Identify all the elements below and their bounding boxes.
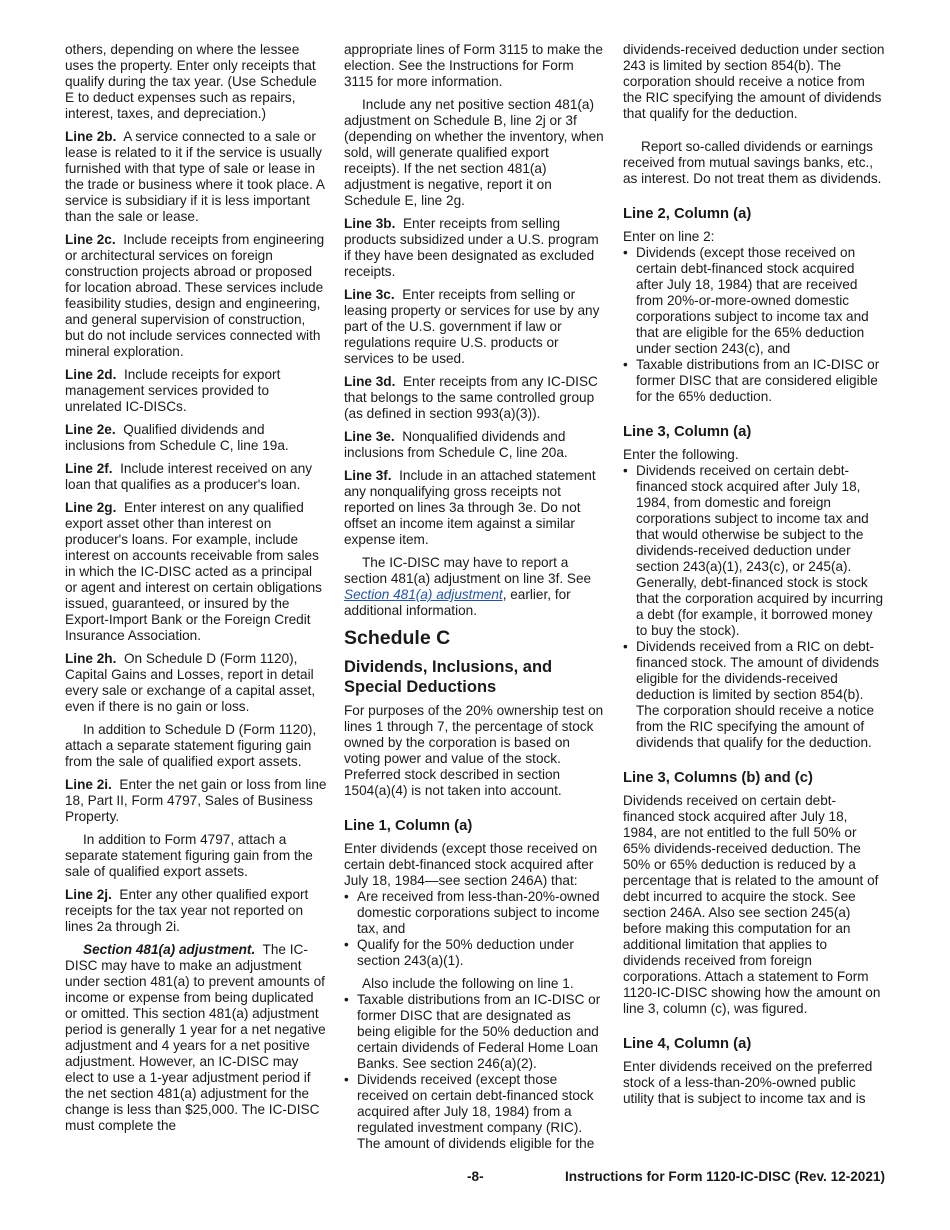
schedule-c-subtitle: Dividends, Inclusions, and Special Deductions xyxy=(344,658,553,696)
bullet-icon: • xyxy=(623,245,628,260)
paragraph: dividends-received deduction under section 243 is limited by section 854(b). The corporation should receive a notice from the RIC specifying the amount of dividends that qualify for the deduction. xyxy=(623,42,885,121)
paragraph: Enter dividends received on the preferred stock of a less-than-20%-owned public utility that is subject to income tax and is xyxy=(623,1059,873,1106)
form-title: Instructions for Form 1120-IC-DISC (Rev. 12-2021) xyxy=(564,1169,885,1184)
line-text: Enter interest on any qualified export asset other than interest on producer's loans. For example, include interest on accounts receivable from sales in which the IC-DISC acted as a principal or agent and interest on certain obligations issued, guaranteed, or insured by the Export-Import Bank or the Foreign Credit Insurance Association. xyxy=(65,500,322,643)
paragraph: others, depending on where the lessee uses the property. Enter only receipts that qualify during the tax year. (Use Schedule E to deduct expenses such as repairs, interest, taxes, and depreciation.) xyxy=(65,42,317,121)
line-label: Line 2f. xyxy=(65,461,113,476)
bullet-text: Taxable distributions from an IC-DISC or former DISC that are considered eligible for the 65% deduction. xyxy=(636,357,880,404)
bullet-item xyxy=(623,245,885,357)
bullet-item xyxy=(344,889,606,937)
column-2 xyxy=(344,42,606,1152)
bullet-item xyxy=(623,639,885,751)
line-label: Line 2e. xyxy=(65,422,116,437)
line-2i xyxy=(65,777,327,825)
line-label: Section 481(a) adjustment. xyxy=(83,942,256,957)
line-2g xyxy=(65,500,327,644)
column-3 xyxy=(623,42,885,1114)
line-2-heading: Line 2, Column (a) xyxy=(623,206,752,222)
line-1-heading: Line 1, Column (a) xyxy=(344,818,473,834)
line-2d xyxy=(65,367,327,415)
bullet-item xyxy=(344,937,606,969)
paragraph: In addition to Form 4797, attach a separate statement figuring gain from the sale of qualified export assets. xyxy=(65,832,313,879)
section-481a-link[interactable]: Section 481(a) adjustment xyxy=(344,587,503,602)
line-text: On Schedule D (Form 1120), Capital Gains and Losses, report in detail every sale or exchange of a capital asset, even if there is no gain or loss. xyxy=(65,651,316,714)
line-3b xyxy=(344,216,606,280)
paragraph: In addition to Schedule D (Form 1120), attach a separate statement figuring gain from the sale of qualified export assets. xyxy=(65,722,317,769)
line-label: Line 2i. xyxy=(65,777,112,792)
line-label: Line 2h. xyxy=(65,651,117,666)
section-481a-adjustment xyxy=(65,942,327,1134)
line-text: The IC-DISC may have to make an adjustment under section 481(a) to prevent amounts of income or expense from being duplicated or omitted. This section 481(a) adjustment period is generally 1 year for a net negative adjustment and 4 years for a net positive adjustment. However, an IC-DISC may elect to use a 1-year adjustment period if the net section 481(a) adjustment for the change is less than $25,000. The IC-DISC must complete the xyxy=(65,942,326,1133)
line-text: Qualified dividends and inclusions from Schedule C, line 19a. xyxy=(65,422,289,453)
line-3e xyxy=(344,429,606,461)
paragraph: appropriate lines of Form 3115 to make the election. See the Instructions for Form 3115 for more information. xyxy=(344,42,603,89)
line-3-heading: Line 3, Column (a) xyxy=(623,424,752,440)
text: , earlier, for additional information. xyxy=(344,587,571,618)
line-label: Line 3d. xyxy=(344,374,396,389)
line-label: Line 2j. xyxy=(65,887,112,902)
page-number: -8- xyxy=(467,1169,484,1184)
bullet-text: Dividends received on certain debt-financed stock acquired after July 18, 1984, from domestic and foreign corporations subject to income tax and that would otherwise be subject to the dividends-received deduction under section 243(a)(1), 243(c), or 245(a). Generally, debt-financed stock is stock that the corporation acquired by incurring a debt (for example, it borrowed money to buy the stock). xyxy=(636,463,884,638)
line-2c xyxy=(65,232,327,360)
line-label: Line 3c. xyxy=(344,287,395,302)
bullet-item xyxy=(344,992,606,1072)
line-4-heading: Line 4, Column (a) xyxy=(623,1036,752,1052)
bullet-text: Taxable distributions from an IC-DISC or former DISC that are designated as being eligible for the 50% deduction and certain dividends of Federal Home Loan Banks. See section 246(a)(2). xyxy=(357,992,601,1071)
paragraph: For purposes of the 20% ownership test on lines 1 through 7, the percentage of stock owned by the corporation is based on voting power and value of the stock. Preferred stock described in section 1504(a)(4) is not taken into account. xyxy=(344,703,604,798)
paragraph: Dividends received on certain debt-financed stock acquired after July 18, 1984, are not entitled to the full 50% or 65% dividends-received deduction. The 50% or 65% deduction is reduced by a percentage that is related to the amount of debt incurred to acquire the stock. See section 246A. Also see section 245(a) before making this computation for an additional limitation that applies to dividends received from foreign corporations. Attach a statement to Form 1120-IC-DISC showing how the amount on line 3, column (c), was figured. xyxy=(623,793,881,1016)
bullet-text: Are received from less-than-20%-owned domestic corporations subject to income tax, and xyxy=(357,889,600,936)
bullet-text: Dividends (except those received on certain debt-financed stock acquired after July 18, 1984) that are received from 20%-or-more-owned domestic corporations subject to income tax and that are eligible for the 65% deduction under section 243(c), and xyxy=(636,245,869,356)
line-label: Line 2g. xyxy=(65,500,117,515)
line-3c xyxy=(344,287,606,367)
line-2j xyxy=(65,887,327,935)
paragraph xyxy=(344,555,606,619)
bullet-text: Dividends received (except those received on certain debt-financed stock acquired after July 18, 1984) from a regulated investment company (RIC). The amount of dividends eligible for the xyxy=(357,1072,595,1151)
line-text: Nonqualified dividends and inclusions from Schedule C, line 20a. xyxy=(344,429,568,460)
line-label: Line 2b. xyxy=(65,129,117,144)
line-text: Enter receipts from selling products subsidized under a U.S. program if they have been designated as excluded receipts. xyxy=(344,216,599,279)
bullet-icon: • xyxy=(623,357,628,372)
paragraph: Also include the following on line 1. xyxy=(362,976,574,991)
bullet-text: Qualify for the 50% deduction under section 243(a)(1). xyxy=(357,937,574,968)
bullet-item xyxy=(623,463,885,639)
line-text: Enter receipts from selling or leasing property or services for use by any part of the U.S. government if law or regulations require U.S. products or services to be used. xyxy=(344,287,600,366)
line-text: Include receipts for export management services provided to unrelated IC-DISCs. xyxy=(65,367,281,414)
bullet-text: Dividends received from a RIC on debt-financed stock. The amount of dividends eligible for the dividends-received deduction is limited by section 854(b). The corporation should receive a notice from the RIC specifying the amount of dividends that qualify for the deduction. xyxy=(636,639,880,750)
line-text: Enter the net gain or loss from line 18, Part II, Form 4797, Sales of Business Property. xyxy=(65,777,327,824)
column-1 xyxy=(65,42,327,1141)
line-text: Include interest received on any loan that qualifies as a producer's loan. xyxy=(65,461,313,492)
line-3d xyxy=(344,374,606,422)
line-2f xyxy=(65,461,327,493)
line-label: Line 2c. xyxy=(65,232,116,247)
schedule-c-title: Schedule C xyxy=(344,627,451,649)
line-text: Include receipts from engineering or architectural services on foreign construction projects abroad or proposed for location abroad. These services include feasibility studies, design and engineering, and general supervision of construction, but do not include services connected with mineral exploration. xyxy=(65,232,325,359)
line-label: Line 2d. xyxy=(65,367,117,382)
bullet-item xyxy=(623,357,885,405)
paragraph: Enter the following. xyxy=(623,447,739,462)
line-2e xyxy=(65,422,327,454)
line-label: Line 3f. xyxy=(344,468,392,483)
line-2h xyxy=(65,651,327,715)
line-3-bc-heading: Line 3, Columns (b) and (c) xyxy=(623,770,813,786)
bullet-icon: • xyxy=(623,639,628,654)
bullet-icon: • xyxy=(344,992,349,1007)
line-text: A service connected to a sale or lease is related to it if the service is usually furnished with that type of sale or lease in the trade or business where it took place. A service is subsidiary if it is less important than the sale or lease. xyxy=(65,129,325,224)
line-text: Enter receipts from any IC-DISC that belongs to the same controlled group (as defined in section 993(a)(3)). xyxy=(344,374,598,421)
paragraph: Include any net positive section 481(a) adjustment on Schedule B, line 2j or 3f (depending on whether the inventory, when sold, will generate qualified export receipts). If the net section 481(a) adjustment is negative, report it on Schedule E, line 2g. xyxy=(344,97,604,208)
line-text: Include in an attached statement any nonqualifying gross receipts not reported on lines 3a through 3e. Do not offset an income item against a similar expense item. xyxy=(344,468,596,547)
line-text: Enter any other qualified export receipts for the tax year not reported on lines 2a through 2i. xyxy=(65,887,309,934)
line-label: Line 3b. xyxy=(344,216,396,231)
paragraph: Enter dividends (except those received on certain debt-financed stock acquired after July 18, 1984—see section 246A) that: xyxy=(344,841,598,888)
paragraph: Report so-called dividends or earnings received from mutual savings banks, etc., as interest. Do not treat them as dividends. xyxy=(623,139,882,186)
text: The IC-DISC may have to report a section 481(a) adjustment on line 3f. See xyxy=(344,555,592,586)
line-label: Line 3e. xyxy=(344,429,395,444)
bullet-icon: • xyxy=(344,1072,349,1087)
bullet-icon: • xyxy=(623,463,628,478)
bullet-item xyxy=(344,1072,606,1152)
bullet-icon: • xyxy=(344,889,349,904)
paragraph: Enter on line 2: xyxy=(623,229,715,244)
line-2b xyxy=(65,129,327,225)
line-3f xyxy=(344,468,606,548)
bullet-icon: • xyxy=(344,937,349,952)
